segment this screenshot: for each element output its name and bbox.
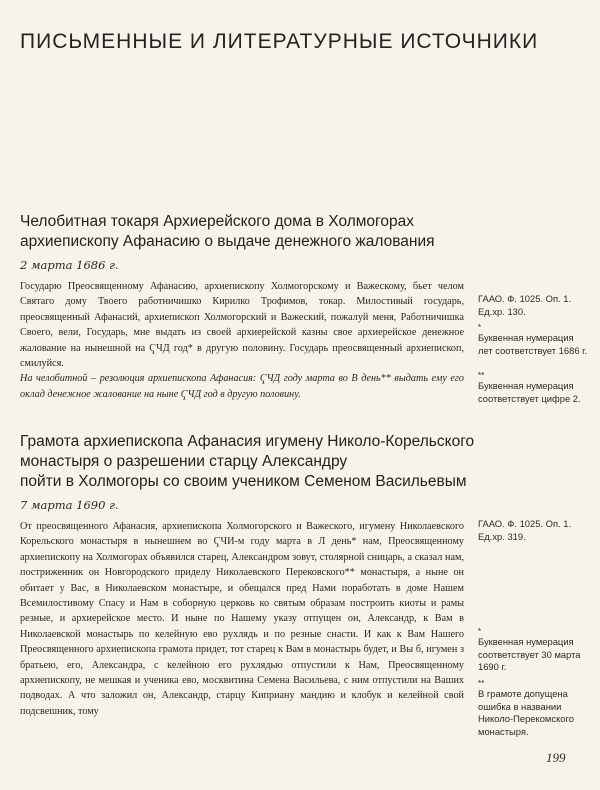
document-2-archive-ref: ГААО. Ф. 1025. Оп. 1. Ед.хр. 319. (478, 518, 572, 542)
footnote-2-mark: ** (478, 679, 485, 688)
footnote-2-text: Буквенная нумерация соответствует цифре 2. (478, 380, 581, 404)
document-1-archive-ref: ГААО. Ф. 1025. Оп. 1. Ед.хр. 130. (478, 293, 572, 317)
page-number: 199 (546, 750, 566, 765)
footnote-1-text: Буквенная нумерация лет соответствует 1686 г. (478, 332, 588, 356)
document-2-date: 7 марта 1690 г. (20, 498, 119, 512)
document-1-body (20, 279, 464, 402)
footnote-1-text: Буквенная нумерация соответствует 30 марта 1690 г. (478, 636, 581, 673)
document-2-footnote-1 (478, 628, 588, 674)
document-1-footnote-2 (478, 372, 588, 405)
footnote-1-mark: * (478, 323, 482, 332)
document-1-title-line-2: архиепископу Афанасию о выдаче денежного жалования (20, 233, 435, 250)
document-1-footnote-1 (478, 324, 588, 357)
document-2-text: От преосвященного Афанасия, архиепископа Холмогорского и Важеского, игумену Николаевского Корельского монастыря в нынешнем во ҀЧИ-м году марта в Л день* нам, Преосвященному архиепископу на Холмогорах объявился старец, Александром зовут, столярной сницарь, а сказал нам, постриженник он Новгородского приделу Николаевского Перековского** монастыря, а ныне он обитает у Вас, в Николаевском монастыре, и обещался пред Нами поработать в доме Нашем Всемилостивому Спасу и Нам в соборную церковь ко святым образам построить киоты и рамы резные, и архиерейское место. И ныне по Нашему указу отпущен он, Александр, к Вам в Николаевской монастырь по келейную ево рухлядь и по резные снасти. И как к Вам Нашего Преосвященного архиепископа грамота придет, тот старец к Вам в монастырь будет, и Вы б, игумен з братьею, его, Александра, с келейною его рухлядью отпустили к Нам, Преосвященному архиепископу, не мешкая и ученика ево, москвитина Семена Васильева, с ним отпустили на Ваших подводах. А что заложил он, Александр, старцу Киприану мандию и клобук и келейной свой подсвешник, тому (20, 521, 464, 717)
footnote-2-text: В грамоте допущена ошибка в названии Николо-Перекомского монастыря. (478, 688, 574, 737)
document-2-title (20, 432, 474, 492)
document-1 (20, 212, 464, 402)
footnote-1-mark: * (478, 627, 482, 636)
document-1-text: Государю Преосвященному Афанасию, архиепископу Холмогорскому и Важескому, бьет челом Святаго дому Твоего работничишко Кирилко Трофимов, токар. Милостивый государь, преосвященный Афанасий, архиепископ Холмогорский и Важеский, пожалуй меня, Работничишка Своего, вели, Государь, мне выдать из своей архиерейской казны свое архиерейское денежное жалование на нынешной на ҀЧД год* в другую половину. Государь преосвященный архиепископ, смилуйся. (20, 281, 464, 370)
document-2-title-line-1: Грамота архиепископа Афанасия игумену Николо-Корельского (20, 433, 475, 450)
document-2 (20, 432, 474, 719)
document-2-footnote-2 (478, 680, 588, 738)
document-1-title-line-1: Челобитная токаря Архиерейского дома в Холмогорах (20, 213, 414, 230)
document-2-title-line-3: пойти в Холмогоры со своим учеником Семеном Васильевым (20, 473, 467, 490)
footnote-2-mark: ** (478, 371, 485, 380)
document-1-resolution: На челобитной – резолюция архиепископа Афанасия: ҀЧД году марта во В день** выдать ему его оклад денежное жалование на ныне ҀЧД год в другую половину. (20, 373, 464, 400)
document-1-title (20, 212, 464, 252)
document-2-title-line-2: монастыря о разрешении старцу Александру (20, 453, 348, 470)
document-1-date: 2 марта 1686 г. (20, 258, 119, 272)
document-2-body (20, 519, 464, 719)
running-header: ПИСЬМЕННЫЕ И ЛИТЕРАТУРНЫЕ ИСТОЧНИКИ (20, 30, 539, 53)
